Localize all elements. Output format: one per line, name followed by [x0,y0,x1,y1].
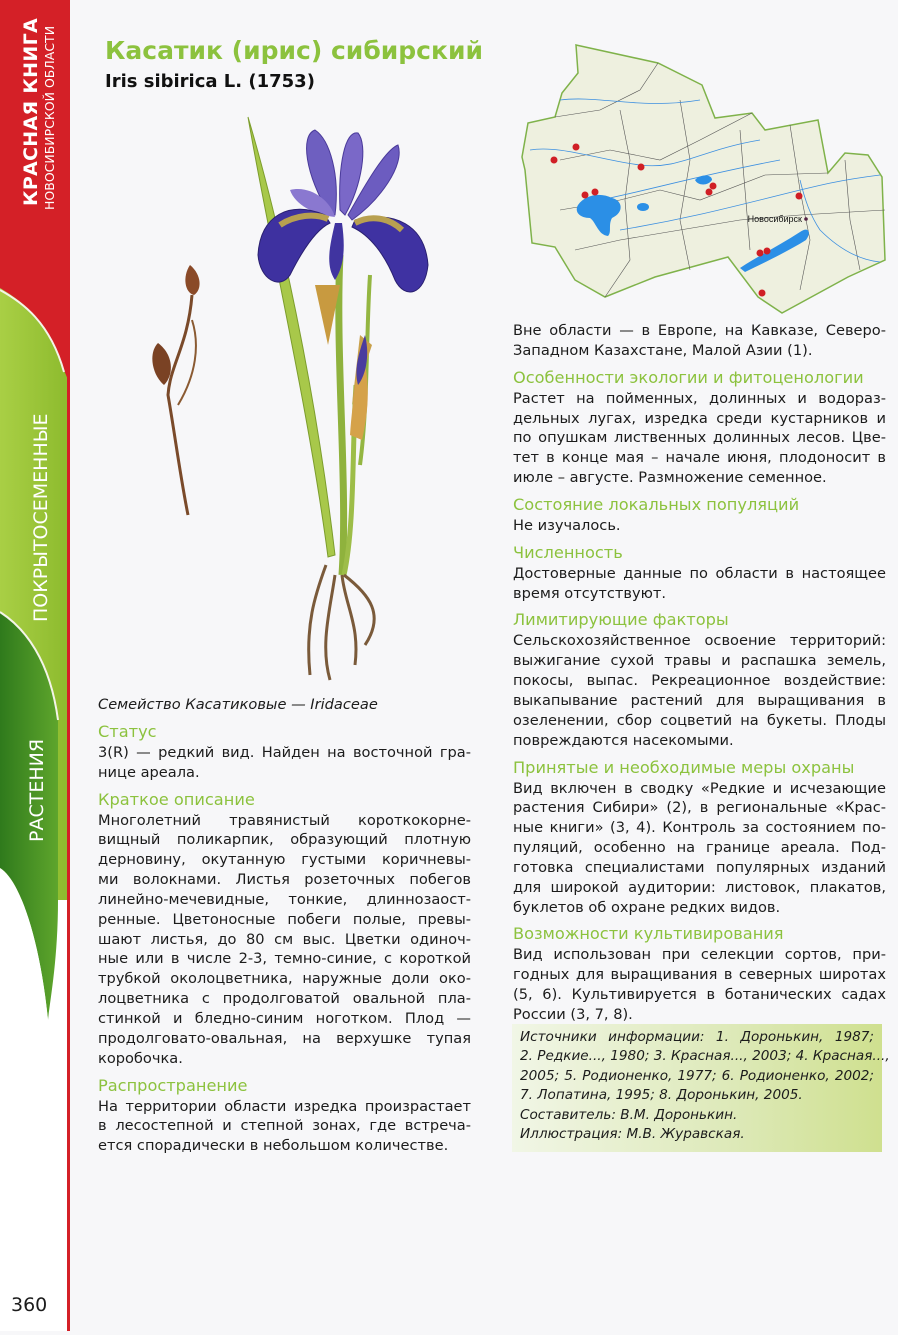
left-column [98,695,471,1156]
text-line: покосы, выпас. Рекреационное воздействие: [513,672,886,690]
section-heading: Численность [513,542,623,562]
page-number: 360 [11,1294,48,1316]
section [513,757,886,918]
text-line: продолговато-овальная, на верхушке тупая [98,1029,471,1047]
text-line: трубкой околоцветника, наружные доли око- [98,970,471,988]
text-line: ется спорадически в небольшом количестве. [98,1137,449,1155]
text-line: вищный поликарпик, образующий плотную [98,831,471,849]
text-line: России (3, 7, 8). [513,1005,633,1023]
text-line: Западном Казахстане, Малой Азии (1). [513,341,813,359]
compiler: Составитель: В.М. Доронькин. [520,1106,738,1123]
text-line: июле – августе. Размножение семенное. [513,469,827,487]
text-line: пуляций, особенно на границе ареала. Под- [513,839,886,857]
illustrator: Иллюстрация: М.В. Журавская. [520,1126,745,1143]
family-line: Семейство Касатиковые — Iridaceae [98,696,378,713]
distribution-map [515,35,895,320]
text-line: лоцветника с продолговатой овальной пла- [98,990,471,1008]
text-line: стинкой и бледно-синим ноготком. Плод — [98,1009,471,1027]
sidebar-band [0,0,72,1331]
category-label: ПОКРЫТОСЕМЕННЫЕ [30,413,52,622]
text-line: дерновину, окутанную густыми коричневы- [98,851,471,869]
text-line: шают листья, до 80 см выс. Цветки одиноч- [98,930,471,948]
section [513,321,886,361]
text-line: Не изучалось. [513,516,621,534]
sources-box [512,1024,890,1152]
book-title: КРАСНАЯ КНИГА [20,18,42,206]
text-line: (5, 6). Культивируется в ботанических садах [513,986,886,1004]
text-line: для широкой аудитории: листовок, плакатов, [513,878,886,896]
text-line: Растет на пойменных, долинных и водораз- [513,389,886,407]
section-heading: Распространение [98,1075,248,1095]
text-line: ренные. Цветоносные побеги полые, превы- [98,910,471,928]
section [513,609,886,750]
source-line: 2005; 5. Родионенко, 1977; 6. Родионенко, 2002; [520,1067,874,1084]
text-line: 3(R) — редкий вид. Найден на восточной гра- [98,743,471,761]
section-heading: Принятые и необходимые меры охраны [513,757,855,777]
right-column [513,321,886,1025]
text-line: растения Сибири» (2), в региональные «Крас- [513,799,886,817]
text-line: ми волокнами. Листья розеточных побегов [98,871,471,889]
text-line: Вид включен в сводку «Редкие и исчезающие [513,779,886,797]
text-line: тет в конце мая – начале июня, плодоносит в [513,449,886,467]
text-line: выкапывание растений для выращивания в [513,691,886,709]
source-line: 7. Лопатина, 1995; 8. Доронькин, 2005. [520,1087,803,1104]
text-line: Многолетний травянистый короткокорне- [98,811,471,829]
section [98,721,471,783]
text-line: готовка специалистами популярных изданий [513,858,886,876]
section-heading: Статус [98,721,157,741]
text-line: озеленении, сбор соцветий на букеты. Плоды [513,711,886,729]
text-line: нице ареала. [98,763,200,781]
text-line: На территории области изредка произрастает [98,1097,471,1115]
city-label: Новосибирск [747,214,802,224]
section-heading: Лимитирующие факторы [513,610,729,630]
text-line: ные книги» (3, 4). Контроль за состоянием по- [513,819,886,837]
text-line: Достоверные данные по области в настоящее [513,564,886,582]
text-line: по опушкам лиственных долинных лесов. Цве- [513,429,886,447]
text-line: ные или в числе 2-3, темно-синие, с короткой [98,950,471,968]
text-line: в лесостепной и степной зонах, где встреча- [98,1117,471,1135]
section-heading: Состояние локальных популяций [513,494,800,514]
section [513,923,886,1024]
text-line: выжигание сухой травы и распашка земель, [513,652,886,670]
section-heading: Возможности культивирования [513,924,784,944]
text-line: дельных лугах, изредка среди кустарников и [513,409,886,427]
source-line: 2. Редкие..., 1980; 3. Красная..., 2003; 4. Красная..., [520,1048,890,1065]
section-heading: Особенности экологии и фитоценологии [513,367,864,387]
section [98,789,471,1069]
text-line: повреждаются насекомыми. [513,731,734,749]
city-marker [804,217,808,221]
text-line: линейно-мечевидные, тонкие, длиннозаост- [98,890,471,908]
section [98,1075,471,1157]
kingdom-label: РАСТЕНИЯ [26,738,48,842]
text-line: Вид использован при селекции сортов, при- [513,946,886,964]
region-name: НОВОСИБИРСКОЙ ОБЛАСТИ [42,25,57,210]
page-title: Касатик (ирис) сибирский [105,36,484,65]
section-heading: Краткое описание [98,789,255,809]
section [513,494,886,536]
text-line: коробочка. [98,1049,183,1067]
iris-illustration [130,105,450,690]
source-line: Источники информации: 1. Доронькин, 1987; [520,1029,874,1045]
text-line: Сельскохозяйственное освоение территорий: [513,632,886,650]
latin-name: Iris sibirica L. (1753) [105,71,315,92]
section [513,367,886,488]
text-line: годных для выращивания в северных широтах [513,966,886,984]
text-line: Вне области — в Европе, на Кавказе, Северо- [513,322,886,339]
text-line: время отсутствуют. [513,584,667,602]
section [513,542,886,604]
text-line: буклетов об охране редких видов. [513,898,781,916]
